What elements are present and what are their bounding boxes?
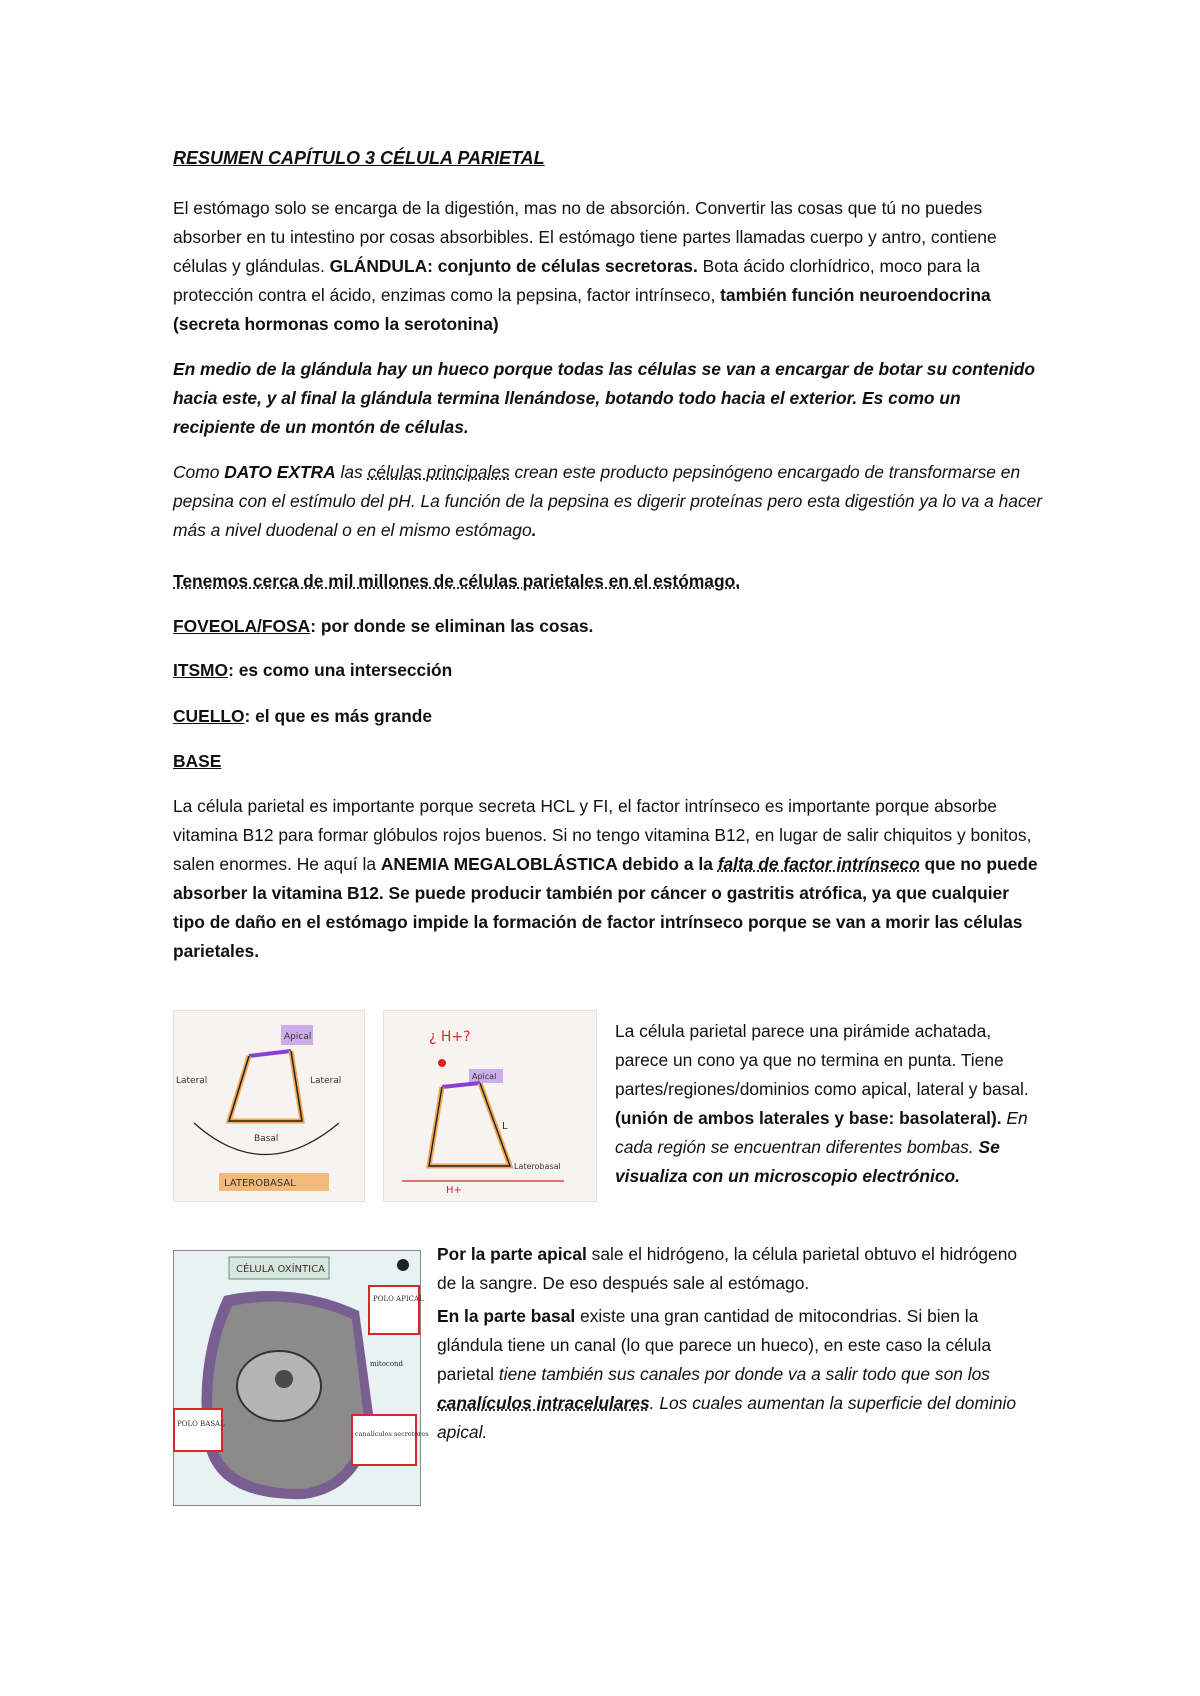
nucleolus bbox=[275, 1370, 293, 1388]
canales-text: tiene también sus canales por donde va a salir todo que son los bbox=[498, 1364, 990, 1384]
fig2-l-label: L bbox=[502, 1121, 508, 1132]
fig1-lateral-left-label: Lateral bbox=[176, 1076, 208, 1086]
anemia-megaloblastica: ANEMIA MEGALOBLÁSTICA debido a la bbox=[380, 854, 718, 874]
polo-basal-box bbox=[174, 1409, 222, 1451]
oxyntic-micrograph bbox=[174, 1251, 429, 1505]
fig2-question-label: ¿ H+? bbox=[429, 1029, 471, 1045]
basal-text: existe una gran cantidad de mitocondrias. Si bien la glándula tiene un canal (lo que parece un hueco), en este caso la célula parietal bbox=[437, 1306, 991, 1384]
paragraph-factor-intrinseco bbox=[173, 792, 1043, 966]
fig2-h-label: H+ bbox=[446, 1185, 462, 1196]
apical-line bbox=[249, 1051, 291, 1056]
dato-extra-las: las bbox=[335, 462, 368, 482]
dato-extra-body: crean este producto pepsinógeno encargado de transformarse en pepsina con el estímulo del pH. La función de la pepsina es digerir proteínas pero esta digestión ya lo va a hacer más a nivel duodenal o en el mismo estómago bbox=[173, 462, 1043, 540]
def-itsmo-term: ITSMO bbox=[173, 660, 229, 680]
def-foveola-term: FOVEOLA/FOSA bbox=[173, 616, 311, 636]
fig2-apical-label: Apical bbox=[472, 1072, 497, 1081]
fig2-apical-line bbox=[442, 1083, 480, 1087]
def-itsmo-text: : es como una intersección bbox=[228, 660, 453, 680]
cell-regions-drawing bbox=[174, 1011, 364, 1201]
figure-cell-hydrogen bbox=[383, 1010, 597, 1202]
figure-cell-regions bbox=[173, 1010, 365, 1202]
dato-extra-label: DATO EXTRA bbox=[224, 462, 336, 482]
def-base bbox=[173, 747, 1043, 776]
intro-text: El estómago solo se encarga de la digestión, mas no de absorción. Convertir las cosas que tú no puedes absorber en tu intestino por cosas absorbibles. El estómago tiene partes llamadas cuerpo y antro, contiene células y glándulas. bbox=[173, 198, 997, 276]
apical-text: sale el hidrógeno, la célula parietal obtuvo el hidrógeno de la sangre. De eso después sale al estómago. bbox=[437, 1244, 1018, 1293]
def-itsmo bbox=[173, 656, 1043, 685]
glandula-definition: GLÁNDULA: conjunto de células secretoras. bbox=[329, 256, 698, 276]
polo-apical-box bbox=[369, 1286, 419, 1334]
fig2-laterobasal-label: Laterobasal bbox=[514, 1162, 561, 1171]
canaliculos-function: . Los cuales aumentan la superficie del dominio apical. bbox=[437, 1393, 1017, 1442]
def-foveola-text: : por donde se eliminan las cosas. bbox=[310, 616, 594, 636]
def-cuello-term: CUELLO bbox=[173, 706, 245, 726]
cell-hydrogen-drawing bbox=[384, 1011, 596, 1201]
fig1-laterobasal-label: LATEROBASAL bbox=[224, 1178, 296, 1189]
dato-extra-period: . bbox=[531, 520, 537, 540]
paragraph-gland-lumen: En medio de la glándula hay un hueco porque todas las células se van a encargar de botar su contenido hacia este, y al final la glándula termina llenándose, botando todo hacia el exterior. Es como un recipiente de un montón de células. bbox=[173, 359, 1036, 437]
falta-factor-intrinseco: falta de factor intrínseco bbox=[717, 854, 920, 874]
fig3-mitocondrias-label: mitocond bbox=[370, 1360, 404, 1368]
def-cuello bbox=[173, 702, 1043, 731]
fig3-header-label: CÉLULA OXÍNTICA bbox=[236, 1264, 325, 1275]
fig3-polo-apical-text: POLO APICAL bbox=[373, 1295, 424, 1303]
fig3-polo-basal-label: POLO BASAL bbox=[177, 1420, 225, 1428]
fig3-polo-apical-label bbox=[373, 1295, 424, 1303]
fig1-basal-label: Basal bbox=[254, 1134, 279, 1144]
fig3-canaliculos-label: canalículos secretores bbox=[355, 1430, 429, 1438]
apical-lead: Por la parte apical bbox=[437, 1244, 587, 1264]
paragraph-cell-shape bbox=[615, 1017, 1035, 1191]
neuroendocrine-text: también función neuroendocrina (secreta hormonas como la serotonina) bbox=[173, 285, 991, 334]
canaliculos-intracelulares: canalículos intracelulares bbox=[437, 1393, 650, 1413]
def-cuello-text: : el que es más grande bbox=[244, 706, 433, 726]
fig1-apical-label: Apical bbox=[284, 1032, 312, 1042]
dato-extra-lead: Como bbox=[173, 462, 225, 482]
paragraph-apical bbox=[437, 1240, 1037, 1298]
basolateral-text: (unión de ambos laterales y base: basolateral). bbox=[615, 1108, 1002, 1128]
parietal-count-statement: Tenemos cerca de mil millones de células parietales en el estómago. bbox=[173, 571, 741, 591]
paragraph-intro bbox=[173, 194, 1043, 339]
def-base-term: BASE bbox=[173, 751, 222, 771]
fig2-cell-outline bbox=[429, 1083, 510, 1166]
paragraph-dato-extra bbox=[173, 458, 1043, 545]
fig1-lateral-right-label: Lateral bbox=[310, 1076, 342, 1086]
info-dot bbox=[397, 1259, 409, 1271]
bombas-text: En cada región se encuentran diferentes bombas. bbox=[615, 1108, 1028, 1157]
microscope-text: Se visualiza con un microscopio electrónico. bbox=[615, 1137, 1000, 1186]
factor-consequence: que no puede absorber la vitamina B12. Se puede producir también por cáncer o gastritis atrófica, ya que cualquier tipo de daño en el estómago impide la formación de factor intrínseco porque se van a morir las células parietales. bbox=[173, 854, 1038, 961]
celulas-principales: células principales bbox=[367, 462, 510, 482]
basal-lead: En la parte basal bbox=[437, 1306, 576, 1326]
intro-text-2: Bota ácido clorhídrico, moco para la protección contra el ácido, enzimas como la pepsina, factor intrínseco, bbox=[173, 256, 981, 305]
hydrogen-dot bbox=[438, 1059, 446, 1067]
paragraph-basal bbox=[437, 1302, 1037, 1447]
factor-intro: La célula parietal es importante porque secreta HCL y FI, el factor intrínseco es importante porque absorbe vitamina B12 para formar glóbulos rojos buenos. Si no tengo vitamina B12, en lugar de salir chiquitos y bonitos, salen enormes. He aquí la bbox=[173, 796, 1032, 874]
page-title: RESUMEN CAPÍTULO 3 CÉLULA PARIETAL bbox=[173, 148, 545, 168]
canaliculos-box bbox=[352, 1415, 416, 1465]
cell-shape-text: La célula parietal parece una pirámide achatada, parece un cono ya que no termina en punta. Tiene partes/regiones/dominios como apical, lateral y basal. bbox=[615, 1021, 1029, 1099]
figure-oxyntic-cell bbox=[173, 1250, 429, 1506]
def-foveola bbox=[173, 612, 1043, 641]
